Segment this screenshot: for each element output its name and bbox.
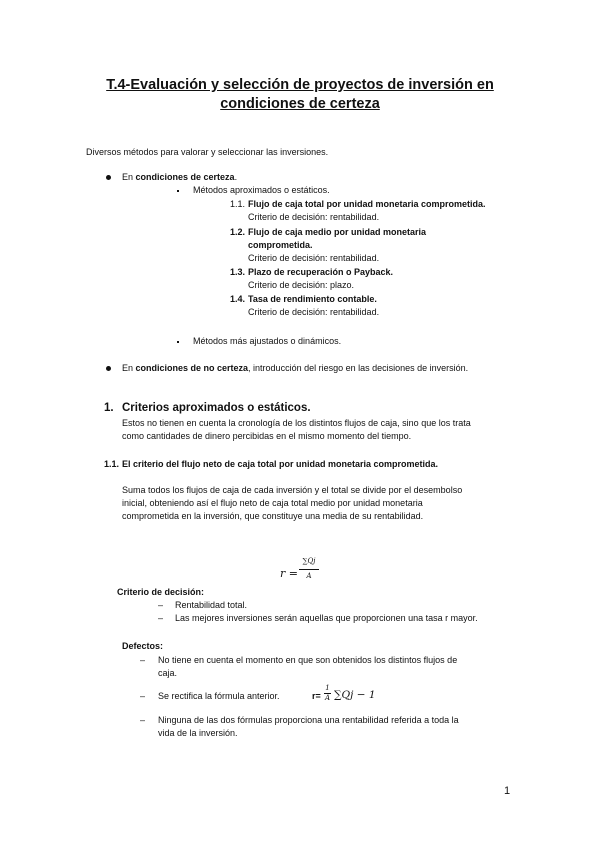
page-number: 1 [504, 785, 511, 797]
paragraph-line1: Suma todos los flujos de caja de cada inversión y el total se divide por el desembolso [122, 485, 463, 495]
subsection-heading: El criterio del flujo neto de caja total por unidad monetaria comprometida. [122, 459, 439, 469]
bullet-dot [106, 366, 111, 371]
formula-numerator: ∑Qj [302, 557, 316, 565]
bullet-dot [106, 175, 111, 180]
defecto-item1-line2: caja. [158, 668, 178, 678]
item-label: Tasa de rendimiento contable. [248, 294, 377, 304]
item-num: 1.2. [230, 227, 246, 237]
dash-bullet: – [158, 613, 164, 623]
item-num: 1.4. [230, 294, 246, 304]
section-text-line2: como cantidades de dinero percibidas en el mismo momento del tiempo. [122, 431, 412, 441]
defecto-item2: Se rectifica la fórmula anterior. [158, 691, 280, 701]
criterio-item: Las mejores inversiones serán aquellas que proporcionen una tasa r mayor. [175, 613, 478, 623]
section-heading: Criterios aproximados o estáticos. [122, 402, 311, 414]
criterio-item: Rentabilidad total. [175, 600, 248, 610]
fraction-bar [299, 569, 319, 570]
bullet2-text: En condiciones de no certeza, introducción del riesgo en las decisiones de inversión. [122, 363, 469, 373]
paragraph-line3: comprometida en la inversión, que constituye una media de su rentabilidad. [122, 511, 424, 521]
section-text-line1: Estos no tienen en cuenta la cronología de los distintos flujos de caja, sino que los trata [122, 418, 471, 428]
dash-bullet: – [140, 691, 146, 701]
formula2-numerator: 1 [325, 684, 330, 692]
section-number: 1. [104, 402, 114, 414]
item-criterion: Criterio de decisión: rentabilidad. [248, 212, 380, 222]
item-label: Plazo de recuperación o Payback. [248, 267, 394, 277]
item-num: 1.3. [230, 267, 246, 277]
square-bullet [177, 341, 179, 343]
dash-bullet: – [140, 655, 146, 665]
sub-methods-approx: Métodos aproximados o estáticos. [193, 185, 330, 195]
item-criterion: Criterio de decisión: plazo. [248, 280, 355, 290]
formula2-lhs: r= [312, 691, 321, 701]
paragraph-line2: inicial, obteniendo así el flujo neto de caja total medio por unidad monetaria [122, 498, 423, 508]
criterio-heading: Criterio de decisión: [117, 587, 205, 597]
formula-denominator: A [306, 572, 312, 580]
item-label-cont: comprometida. [248, 240, 313, 250]
formula2-rest: ∑Qj − 1 [334, 689, 376, 701]
bullet1-text: En condiciones de certeza. [122, 172, 238, 182]
item-criterion: Criterio de decisión: rentabilidad. [248, 253, 380, 263]
page-title-line2: condiciones de certeza [220, 96, 380, 112]
sub-methods-dynamic: Métodos más ajustados o dinámicos. [193, 336, 342, 346]
item-label: Flujo de caja medio por unidad monetaria [248, 227, 427, 237]
dash-bullet: – [140, 715, 146, 725]
defecto-item1-line1: No tiene en cuenta el momento en que son obtenidos los distintos flujos de [158, 655, 458, 665]
item-num: 1.1. [230, 199, 246, 209]
intro-text: Diversos métodos para valorar y seleccionar las inversiones. [86, 147, 329, 157]
defecto-item3-line2: vida de la inversión. [158, 728, 238, 738]
page-title-line1: T.4-Evaluación y selección de proyectos de inversión en [106, 77, 494, 93]
subsection-number: 1.1. [104, 459, 120, 469]
formula-lhs: r = [280, 567, 298, 580]
defectos-heading: Defectos: [122, 641, 164, 651]
formula2-denominator: A [324, 694, 331, 702]
defecto-item3-line1: Ninguna de las dos fórmulas proporciona una rentabilidad referida a toda la [158, 715, 459, 725]
dash-bullet: – [158, 600, 164, 610]
item-label: Flujo de caja total por unidad monetaria comprometida. [248, 199, 486, 209]
square-bullet [177, 190, 179, 192]
item-criterion: Criterio de decisión: rentabilidad. [248, 307, 380, 317]
